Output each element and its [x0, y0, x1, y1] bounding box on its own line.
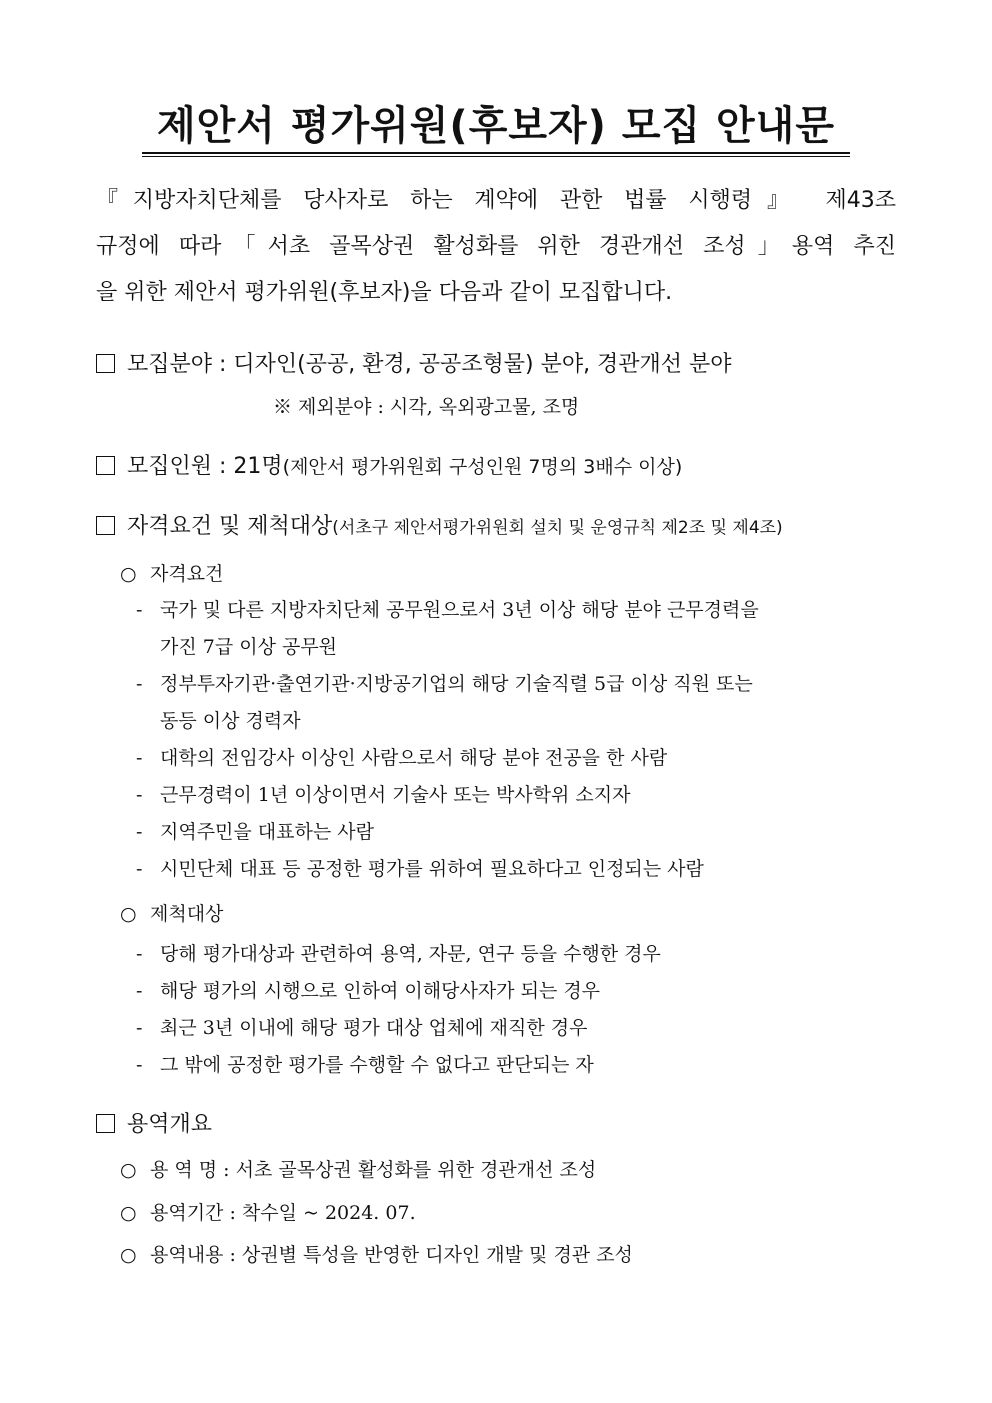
- qual-item: [136, 818, 374, 846]
- qual-item: [136, 781, 630, 809]
- qual-item-text: 대학의 전임강사 이상인 사람으로서 해당 분야 전공을 한 사람: [160, 747, 668, 769]
- overview-item-text: 용 역 명 : 서초 골목상권 활성화를 위한 경관개선 조성: [150, 1159, 597, 1181]
- overview-item-text: 용역내용 : 상권별 특성을 반영한 디자인 개발 및 경관 조성: [150, 1244, 633, 1266]
- document-title: 제안서 평가위원(후보자) 모집 안내문: [157, 103, 835, 149]
- dash-bullet: -: [136, 673, 143, 695]
- section-overview: [96, 1110, 212, 1140]
- checkbox-square-icon: [96, 354, 115, 373]
- title-underline: [142, 152, 850, 154]
- dash-bullet: -: [136, 943, 143, 965]
- qual-item-text: 근무경력이 1년 이상이면서 기술사 또는 박사학위 소지자: [160, 784, 631, 806]
- dash-bullet: -: [136, 980, 143, 1002]
- excl-item-text: 그 밖에 공정한 평가를 수행할 수 없다고 판단되는 자: [160, 1054, 594, 1076]
- excl-item: [136, 940, 661, 968]
- qual-item: [136, 744, 667, 772]
- qual-item-continued: 동등 이상 경력자: [160, 710, 301, 732]
- section-qualification: [96, 512, 783, 543]
- circle-bullet-icon: ○: [120, 1202, 137, 1224]
- qual-item-text: 정부투자기관·출연기관·지방공기업의 해당 기술직렬 5급 이상 직원 또는: [160, 673, 753, 695]
- dash-bullet: -: [136, 821, 143, 843]
- dash-bullet: -: [136, 1054, 143, 1076]
- checkbox-square-icon: [96, 516, 115, 535]
- field-note: ※ 제외분야 : 시각, 옥외광고물, 조명: [273, 396, 580, 418]
- overview-label: 용역개요: [127, 1112, 213, 1137]
- excl-item-text: 최근 3년 이내에 해당 평가 대상 업체에 재직한 경우: [160, 1017, 588, 1039]
- qual-item-text: 시민단체 대표 등 공정한 평가를 위하여 필요하다고 인정되는 사람: [160, 858, 704, 880]
- count-label: 모집인원 : 21명: [127, 454, 283, 479]
- qual-item-text: 지역주민을 대표하는 사람: [160, 821, 374, 843]
- overview-item-text: 용역기간 : 착수일 ~ 2024. 07.: [150, 1202, 416, 1224]
- dash-bullet: -: [136, 747, 143, 769]
- checkbox-square-icon: [96, 456, 115, 475]
- section-count: [96, 452, 682, 482]
- circle-bullet-icon: ○: [120, 1244, 137, 1266]
- qual-detail: (서초구 제안서평가위원회 설치 및 운영규칙 제2조 및 제4조): [332, 518, 783, 538]
- overview-item: [120, 1199, 416, 1227]
- excl-item: [136, 1051, 594, 1079]
- excl-item: [136, 977, 600, 1005]
- intro-line-3: 을 위한 제안서 평가위원(후보자)을 다음과 같이 모집합니다.: [96, 280, 673, 305]
- sub-qualification: [120, 560, 223, 588]
- excl-item-text: 당해 평가대상과 관련하여 용역, 자문, 연구 등을 수행한 경우: [160, 943, 661, 965]
- section-field: [96, 350, 732, 380]
- qual-item-text: 국가 및 다른 지방자치단체 공무원으로서 3년 이상 해당 분야 근무경력을: [160, 599, 759, 621]
- checkbox-square-icon: [96, 1114, 115, 1133]
- overview-item: [120, 1241, 633, 1269]
- dash-bullet: -: [136, 858, 143, 880]
- sub-exclusion: [120, 900, 223, 928]
- qual-item-continued: 가진 7급 이상 공무원: [160, 636, 338, 658]
- overview-item: [120, 1156, 596, 1184]
- sub-exclusion-label: 제척대상: [150, 903, 224, 925]
- excl-item-text: 해당 평가의 시행으로 인하여 이해당사자가 되는 경우: [160, 980, 601, 1002]
- intro-line-1: 『지방자치단체를 당사자로 하는 계약에 관한 법률 시행령』 제43조: [96, 188, 896, 213]
- dash-bullet: -: [136, 784, 143, 806]
- circle-bullet-icon: ○: [120, 903, 137, 925]
- qual-item: [136, 596, 759, 624]
- qual-item: [136, 670, 753, 698]
- qual-item: [136, 855, 704, 883]
- title-underline-thin: [142, 156, 850, 157]
- qual-label: 자격요건 및 제척대상: [127, 514, 333, 539]
- circle-bullet-icon: ○: [120, 1159, 137, 1181]
- intro-line-2: 규정에 따라「서초 골목상권 활성화를 위한 경관개선 조성」용역 추진: [96, 234, 896, 259]
- circle-bullet-icon: ○: [120, 563, 137, 585]
- sub-qualification-label: 자격요건: [150, 563, 224, 585]
- field-label: 모집분야 : 디자인(공공, 환경, 공공조형물) 분야, 경관개선 분야: [127, 352, 732, 377]
- dash-bullet: -: [136, 599, 143, 621]
- count-detail: (제안서 평가위원회 구성인원 7명의 3배수 이상): [282, 456, 683, 478]
- excl-item: [136, 1014, 588, 1042]
- dash-bullet: -: [136, 1017, 143, 1039]
